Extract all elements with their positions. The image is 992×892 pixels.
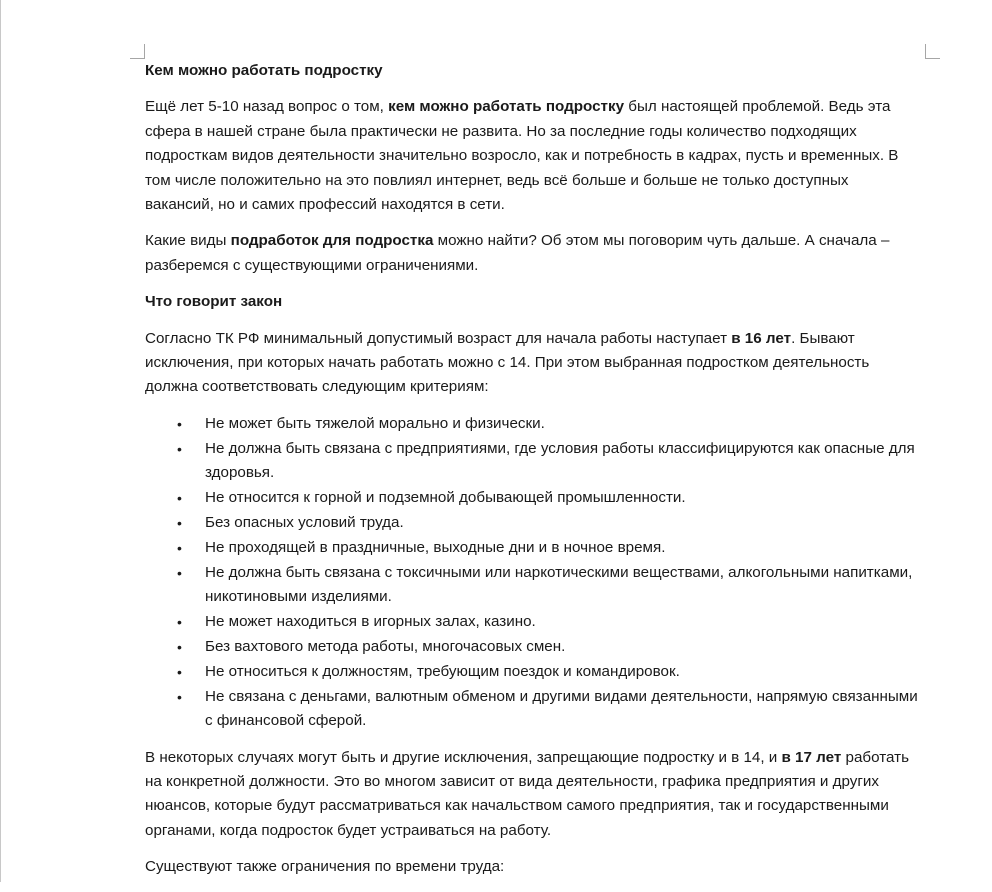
side-jobs-text-1: Какие виды bbox=[145, 232, 231, 250]
intro-paragraph bbox=[145, 95, 920, 217]
list-item-text: Не может находиться в игорных залах, казино. bbox=[205, 613, 536, 631]
list-item-text: Не относиться к должностям, требующим поездок и командировок. bbox=[205, 662, 680, 680]
list-item-text: Не относится к горной и подземной добывающей промышленности. bbox=[205, 489, 686, 507]
law-text-1: Согласно ТК РФ минимальный допустимый возраст для начала работы наступает bbox=[145, 329, 732, 347]
exceptions-bold-age: в 17 лет bbox=[781, 748, 842, 766]
list-item bbox=[145, 610, 920, 634]
exceptions-text-2: работать на конкретной должности. Это во многом зависит от вида деятельности, графика предприятия и других нюансов, которые будут рассматриваться как начальством самого предприятия, так и государственными органами, когда подросток будет устраиваться на работу. bbox=[145, 748, 910, 839]
list-item bbox=[145, 437, 920, 486]
list-item bbox=[145, 511, 920, 535]
page-left-edge bbox=[0, 0, 1, 882]
margin-corner-top-left bbox=[130, 44, 145, 59]
bullet-icon: • bbox=[177, 515, 182, 531]
list-item-text: Не может быть тяжелой морально и физически. bbox=[205, 414, 545, 432]
list-item-text: Не проходящей в праздничные, выходные дни и в ночное время. bbox=[205, 538, 666, 556]
intro-bold-keyword: кем можно работать подростку bbox=[388, 98, 625, 116]
exceptions-paragraph bbox=[145, 746, 920, 844]
bullet-icon: • bbox=[177, 688, 182, 705]
law-bold-age: в 16 лет bbox=[731, 329, 792, 347]
side-jobs-paragraph bbox=[145, 229, 920, 278]
list-item bbox=[145, 536, 920, 560]
bullet-icon: • bbox=[177, 490, 182, 507]
margin-corner-top-right bbox=[925, 44, 940, 59]
list-item bbox=[145, 660, 920, 684]
list-item-text: Без вахтового метода работы, многочасовых смен. bbox=[205, 638, 566, 656]
criteria-list bbox=[145, 412, 920, 734]
list-item bbox=[145, 561, 920, 610]
list-item bbox=[145, 486, 920, 510]
list-item bbox=[145, 635, 920, 659]
law-paragraph bbox=[145, 327, 920, 400]
bullet-icon: • bbox=[177, 440, 182, 457]
list-item-text: Не должна быть связана с предприятиями, где условия работы классифицируются как опасные для здоровья. bbox=[205, 439, 915, 482]
heading-main: Кем можно работать подростку bbox=[145, 62, 383, 79]
law-text-2: . Бывают исключения, при которых начать работать можно с 14. При этом выбранная подростком деятельность должна соответствовать следующим критериям: bbox=[145, 329, 870, 396]
heading-law: Что говорит закон bbox=[145, 293, 283, 311]
intro-text-2: был настоящей проблемой. Ведь эта сфера в нашей стране была практически не развита. Но за последние годы количество подходящих подросткам видов деятельности значительно возросло, как и потребность в кадрах, пусть и временных. В том числе положительно на это повлиял интернет, ведь всё больше и больше не только доступных вакансий, но и самих профессий находятся в сети. bbox=[145, 98, 899, 214]
bullet-icon: • bbox=[177, 663, 182, 680]
side-jobs-bold-keyword: подработок для подростка bbox=[230, 232, 434, 250]
document-body[interactable] bbox=[145, 59, 920, 892]
bullet-icon: • bbox=[177, 564, 182, 581]
list-item-text: Не связана с деньгами, валютным обменом и другими видами деятельности, напрямую связанными с финансовой сферой. bbox=[205, 687, 918, 730]
list-item-text: Без опасных условий труда. bbox=[205, 514, 404, 531]
intro-text-1: Ещё лет 5-10 назад вопрос о том, bbox=[145, 98, 389, 116]
side-jobs-text-2: можно найти? Об этом мы поговорим чуть дальше. А сначала – разберемся с существующими ограничениями. bbox=[145, 232, 890, 274]
list-item bbox=[145, 685, 920, 734]
bullet-icon: • bbox=[177, 639, 182, 656]
bullet-icon: • bbox=[177, 614, 182, 631]
list-item bbox=[145, 412, 920, 436]
bullet-icon: • bbox=[177, 539, 182, 556]
bullet-icon: • bbox=[177, 415, 182, 432]
time-limits-paragraph: Существуют также ограничения по времени труда: bbox=[145, 858, 505, 876]
exceptions-text-1: В некоторых случаях могут быть и другие исключения, запрещающие подростку и в 14, и bbox=[145, 748, 782, 766]
list-item-text: Не должна быть связана с токсичными или наркотическими веществами, алкогольными напитками, никотиновыми изделиями. bbox=[205, 563, 913, 606]
